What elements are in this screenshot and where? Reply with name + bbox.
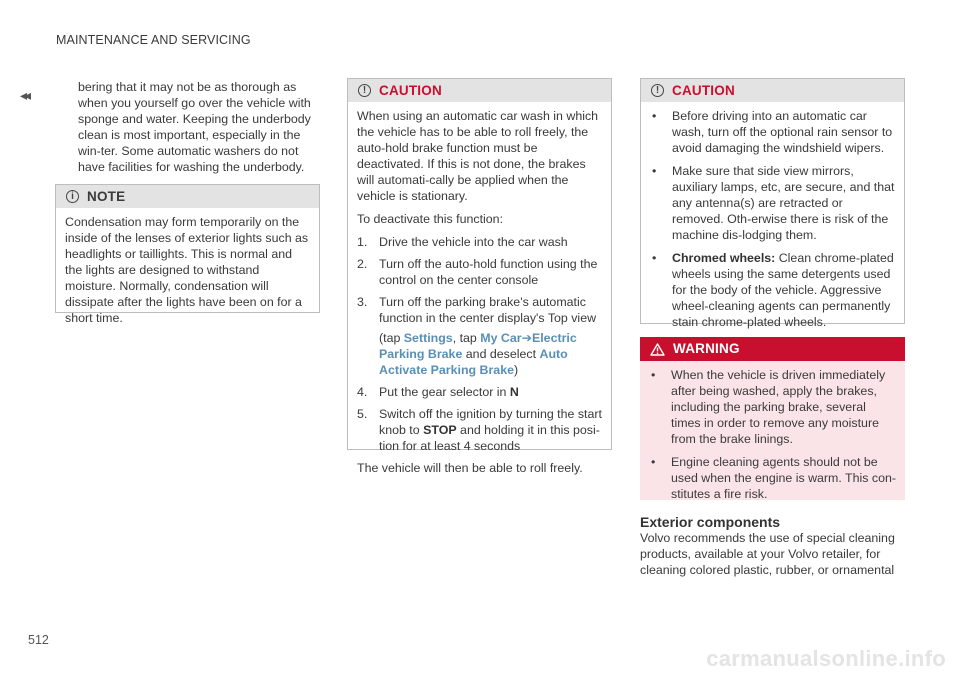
caution-paragraph: When using an automatic car wash in which the vehicle has to be able to roll freely, the auto-hold brake function must be deactivated. If this is not done, the brakes will automati-cally be applied when the vehicle is stationary. [357, 109, 599, 203]
list-item [649, 454, 896, 502]
caution-title: CAUTION [672, 82, 735, 98]
warning-body [640, 361, 905, 517]
gear-n: N [509, 385, 519, 399]
paren-close: ) [513, 363, 519, 377]
watermark: carmanualsonline.info [706, 646, 946, 671]
note-text: Condensation may form temporarily on the inside of the lenses of exterior lights such as headlights or taillights. This is normal and the lights are designed to withstand moisture. Normally, condensation will dissipate after the lights have been on for a short time. [65, 215, 309, 325]
warning-triangle-icon [650, 343, 665, 356]
menu-electric-parking-brake: Electric Parking Brake [379, 331, 577, 361]
exclamation-icon: ! [651, 84, 664, 97]
step-item [357, 384, 602, 400]
caution-header [348, 79, 611, 102]
step-5-post: and holding it in this posi-tion for at least 4 seconds [379, 423, 600, 453]
bullet: • [651, 455, 656, 469]
step-item [357, 256, 602, 288]
section-title: MAINTENANCE AND SERVICING [56, 33, 251, 47]
step-number: 3. [357, 295, 368, 309]
list-text: Make sure that side view mirrors, auxiliary lamps, etc, are secure, and that any antenna(s) are retracted or removed. Oth-erwise there is risk of the machine dis-lodging them. [672, 164, 895, 242]
list-item [650, 108, 895, 156]
caution-instruction: To deactivate this function: [357, 212, 504, 226]
caution-title: CAUTION [379, 82, 442, 98]
list-item [649, 367, 896, 447]
stop-label: STOP [423, 423, 457, 437]
step-item [357, 234, 602, 250]
note-title: NOTE [87, 188, 126, 204]
exclamation-icon: ! [358, 84, 371, 97]
step-number: 2. [357, 257, 368, 271]
step-number: 5. [357, 407, 368, 421]
chromed-wheels-label: Chromed wheels: [672, 251, 776, 265]
warning-header [640, 337, 905, 361]
note-header [56, 185, 319, 208]
caution-closing: The vehicle will then be able to roll freely. [357, 461, 583, 475]
step-text [379, 384, 602, 400]
step-number: 1. [357, 235, 368, 249]
step-text: Turn off the auto-hold function using the control on the center console [379, 257, 598, 287]
menu-my-car: My Car [480, 331, 522, 345]
paren-open: (tap [379, 331, 404, 345]
section-heading: Exterior components [640, 514, 781, 530]
back-icon[interactable]: ◂◂ [20, 87, 29, 103]
menu-deselect: and deselect [462, 347, 540, 361]
caution-body [641, 102, 904, 345]
menu-path [379, 330, 602, 378]
list-text: Before driving into an automatic car wash, turn off the optional rain sensor to avoid damaging the windshield wipers. [672, 109, 893, 155]
menu-settings: Settings [403, 331, 453, 345]
warning-list [649, 367, 896, 502]
caution-header [641, 79, 904, 102]
note-box [55, 184, 320, 325]
step-item [357, 406, 602, 454]
list-text [672, 250, 895, 330]
arrow-icon: ➔ [521, 331, 532, 345]
warning-title: WARNING [673, 341, 740, 356]
note-body [56, 208, 319, 341]
step-item [357, 294, 602, 378]
step-text: Drive the vehicle into the car wash [379, 235, 568, 249]
chromed-wheels-text: Clean chrome-plated wheels using the same detergents used for the body of the vehicle. Aggressive wheel-cleaning agents can permanently stain chrome-plated wheels. [672, 251, 894, 329]
bullet: • [652, 109, 657, 123]
menu-separator: , tap [452, 331, 481, 345]
list-item [650, 250, 895, 330]
step-4-text: Put the gear selector in [379, 385, 510, 399]
intro-paragraph: bering that it may not be as thorough as when you yourself go over the vehicle with sponge and water. Keeping the underbody clean is most important, especially in the win-ter. Some automatic washers do not have facilities for washing the underbody. [78, 80, 311, 174]
bullet: • [651, 368, 656, 382]
list-text: When the vehicle is driven immediately after being washed, apply the brakes, including the parking brake, several times in order to remove any moisture from the brake linings. [671, 368, 886, 446]
step-5-pre: Switch off the ignition by turning the start knob to [379, 407, 602, 437]
list-text: Engine cleaning agents should not be used when the engine is warm. This con-stitutes a fire risk. [671, 455, 896, 501]
step-number: 4. [357, 385, 368, 399]
step-text [379, 294, 602, 378]
caution-box-carwash [640, 78, 905, 329]
caution-box-autohold [347, 78, 612, 475]
menu-auto-activate: Auto Activate Parking Brake [379, 347, 568, 377]
section-paragraph: Volvo recommends the use of special cleaning products, available at your Volvo retailer, for cleaning colored plastic, rubber, or ornamental [640, 531, 895, 577]
step-text [379, 406, 602, 454]
page-number: 512 [28, 633, 49, 647]
caution-list [650, 108, 895, 330]
steps-list [357, 234, 602, 454]
caution-body [348, 102, 611, 491]
step-3-text: Turn off the parking brake's automatic function in the center display's Top view [379, 295, 597, 325]
list-item [650, 163, 895, 243]
info-icon: i [66, 190, 79, 203]
bullet: • [652, 251, 657, 265]
exterior-section [640, 514, 905, 578]
bullet: • [652, 164, 657, 178]
column-left [78, 79, 319, 175]
warning-box [640, 337, 905, 500]
